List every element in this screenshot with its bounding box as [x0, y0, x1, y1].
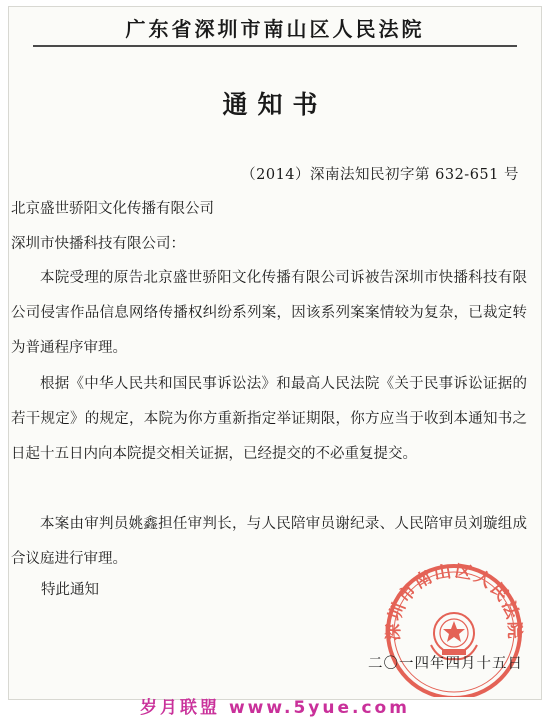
closing-text: 特此通知 — [41, 582, 99, 598]
case-number: （2014）深南法知民初字第 632-651 号 — [241, 167, 519, 183]
court-seal-stamp — [369, 537, 539, 697]
header-rule — [33, 45, 517, 47]
paragraph-3: 本案由审判员姚鑫担任审判长，与人民陪审员谢纪录、人民陪审员刘璇组成合议庭进行审理。 — [11, 516, 527, 567]
addressee-2: 深圳市快播科技有限公司： — [11, 236, 185, 252]
seal-text: 深圳市南山区人民法院 — [383, 561, 525, 641]
document-title: 通知书 — [222, 90, 328, 119]
document-date: 二〇一四年四月十五日 — [368, 656, 523, 672]
court-name: 广东省深圳市南山区人民法院 — [125, 17, 425, 41]
addressee-1: 北京盛世骄阳文化传播有限公司 — [11, 201, 214, 217]
paragraph-1: 本院受理的原告北京盛世骄阳文化传播有限公司诉被告深圳市快播科技有限公司侵害作品信息网络传播权纠纷系列案，因该系列案案情较为复杂，已裁定转为普通程序审理。 — [11, 270, 527, 356]
notice-document — [8, 6, 542, 718]
site-watermark: 岁月联盟 www.5yue.com — [140, 698, 410, 718]
paragraph-2: 根据《中华人民共和国民事诉讼法》和最高人民法院《关于民事诉讼证据的若干规定》的规定，本院为你方重新指定举证期限，你方应当于收到本通知书之日起十五日内向本院提交相关证据，已经提交的不必重复提交。 — [11, 376, 527, 462]
